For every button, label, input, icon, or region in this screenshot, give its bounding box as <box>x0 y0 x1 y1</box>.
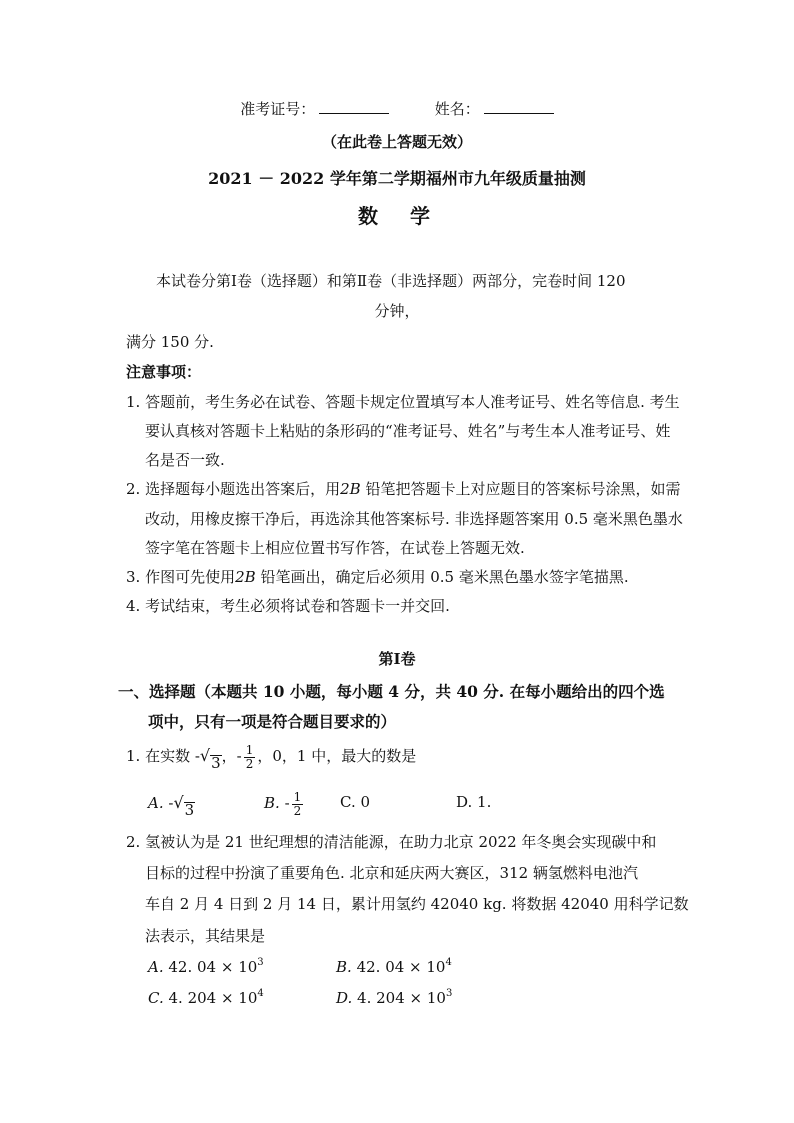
notice-item3-text-a: 3. 作图可先使用 <box>126 568 236 586</box>
exam-id-blank <box>319 99 389 114</box>
part1-title: 第Ⅰ卷 <box>378 650 416 668</box>
q1-option-d: D. 1. <box>456 793 492 811</box>
notice-item3-pencil: 2B <box>235 568 256 586</box>
q1-option-a <box>148 788 195 818</box>
sqrt-expression: √ 3 <box>199 746 221 772</box>
sqrt-expression: √ 3 <box>173 793 195 819</box>
sqrt-radicand: 3 <box>211 754 221 772</box>
q2-line1: 2. 氢被认为是 21 世纪理想的清洁能源，在助力北京 2022 年冬奥会实现碳中和 <box>126 833 657 851</box>
fraction <box>292 791 304 818</box>
notice-item1-line1: 1. 答题前，考生务必在试卷、答题卡规定位置填写本人准考证号、姓名等信息. 考生 <box>126 393 680 411</box>
intro-line1: 本试卷分第Ⅰ卷（选择题）和第Ⅱ卷（非选择题）两部分，完卷时间 120 <box>156 272 626 290</box>
notice-item2-line3: 签字笔在答题卡上相应位置书写作答，在试卷上答题无效. <box>145 539 525 557</box>
option-text: 42. 04 × 10 <box>163 958 258 976</box>
q2-option-b <box>336 957 452 976</box>
option-text: - <box>163 794 174 812</box>
option-label: D. <box>336 989 353 1007</box>
notice-item2-text-c: 铅笔把答题卡上对应题目的答案标号涂黑，如需 <box>360 480 681 498</box>
q2-line2: 目标的过程中扮演了重要角色. 北京和延庆两大赛区，312 辆氢燃料电池汽 <box>145 864 638 882</box>
q2-option-a <box>148 957 264 976</box>
q1-option-c: C. 0 <box>340 793 371 811</box>
notice-title: 注意事项： <box>126 363 202 381</box>
notice-item3 <box>126 566 629 587</box>
option-label: A. <box>148 958 164 976</box>
notice-item2-text-a: 2. 选择题每小题选出答案后，用 <box>126 480 341 498</box>
section1-line2: 项中，只有一项是符合题目要求的） <box>148 712 397 731</box>
notice-item1-line3: 名是否一致. <box>145 451 225 469</box>
option-label: B. <box>336 958 352 976</box>
option-label: A. <box>148 794 164 812</box>
q2-line3: 车自 2 月 4 日到 2 月 14 日，累计用氢约 42040 kg. 将数据 42040 用科学记数 <box>145 895 689 913</box>
notice-item4: 4. 考试结束，考生必须将试卷和答题卡一并交回. <box>126 597 450 615</box>
fraction-numerator: 1 <box>293 789 302 804</box>
notice-item2-pencil: 2B <box>340 480 361 498</box>
exam-title: 2021 － 2022 学年第二学期福州市九年级质量抽测 <box>208 169 586 188</box>
notice-item1-line2: 要认真核对答题卡上粘贴的条形码的“准考证号、姓名”与考生本人准考证号、姓 <box>145 422 671 440</box>
option-text: 4. 204 × 10 <box>352 989 446 1007</box>
name-blank <box>484 99 554 114</box>
option-label: B. <box>264 794 280 812</box>
option-exponent: 4 <box>445 957 452 968</box>
q1-stem-text-b: ，- <box>221 747 242 765</box>
section1-line1: 一、选择题（本题共 10 小题，每小题 4 分，共 40 分. 在每小题给出的四个选 <box>118 682 665 701</box>
option-exponent: 3 <box>445 988 453 999</box>
q2-option-d <box>336 988 452 1007</box>
option-label: C. <box>148 989 164 1007</box>
fraction-denominator: 2 <box>293 803 302 818</box>
q1-stem <box>126 741 416 771</box>
subject-title: 数 学 <box>358 204 436 228</box>
fraction-denominator: 2 <box>245 756 254 771</box>
q1-stem-text-a: 1. 在实数 - <box>126 747 200 765</box>
fraction-numerator: 1 <box>245 742 254 757</box>
option-exponent: 3 <box>257 957 264 968</box>
invalid-note: （在此卷上答题无效） <box>321 133 472 151</box>
notice-item3-text-c: 铅笔画出，确定后必须用 0.5 毫米黑色墨水签字笔描黑. <box>255 568 629 586</box>
option-exponent: 4 <box>257 988 264 999</box>
exam-info-line <box>0 98 794 119</box>
intro-line2: 分钟， <box>374 302 420 320</box>
sqrt-radicand: 3 <box>184 801 195 819</box>
q1-stem-text-c: ，0，1 中，最大的数是 <box>257 747 417 765</box>
notice-item2-line1 <box>126 478 680 499</box>
option-text: 42. 04 × 10 <box>351 958 446 976</box>
q2-line4: 法表示，其结果是 <box>145 927 266 945</box>
option-text: - <box>279 794 290 812</box>
notice-item2-line2: 改动，用橡皮擦干净后，再选涂其他答案标号. 非选择题答案用 0.5 毫米黑色墨水 <box>145 510 683 528</box>
option-text: 4. 204 × 10 <box>163 989 258 1007</box>
name-label: 姓名： <box>434 100 480 118</box>
intro-line3: 满分 150 分. <box>126 333 214 351</box>
q1-option-b <box>264 788 305 818</box>
q2-option-c <box>148 988 264 1007</box>
exam-id-label: 准考证号： <box>240 100 316 118</box>
fraction <box>244 744 256 771</box>
